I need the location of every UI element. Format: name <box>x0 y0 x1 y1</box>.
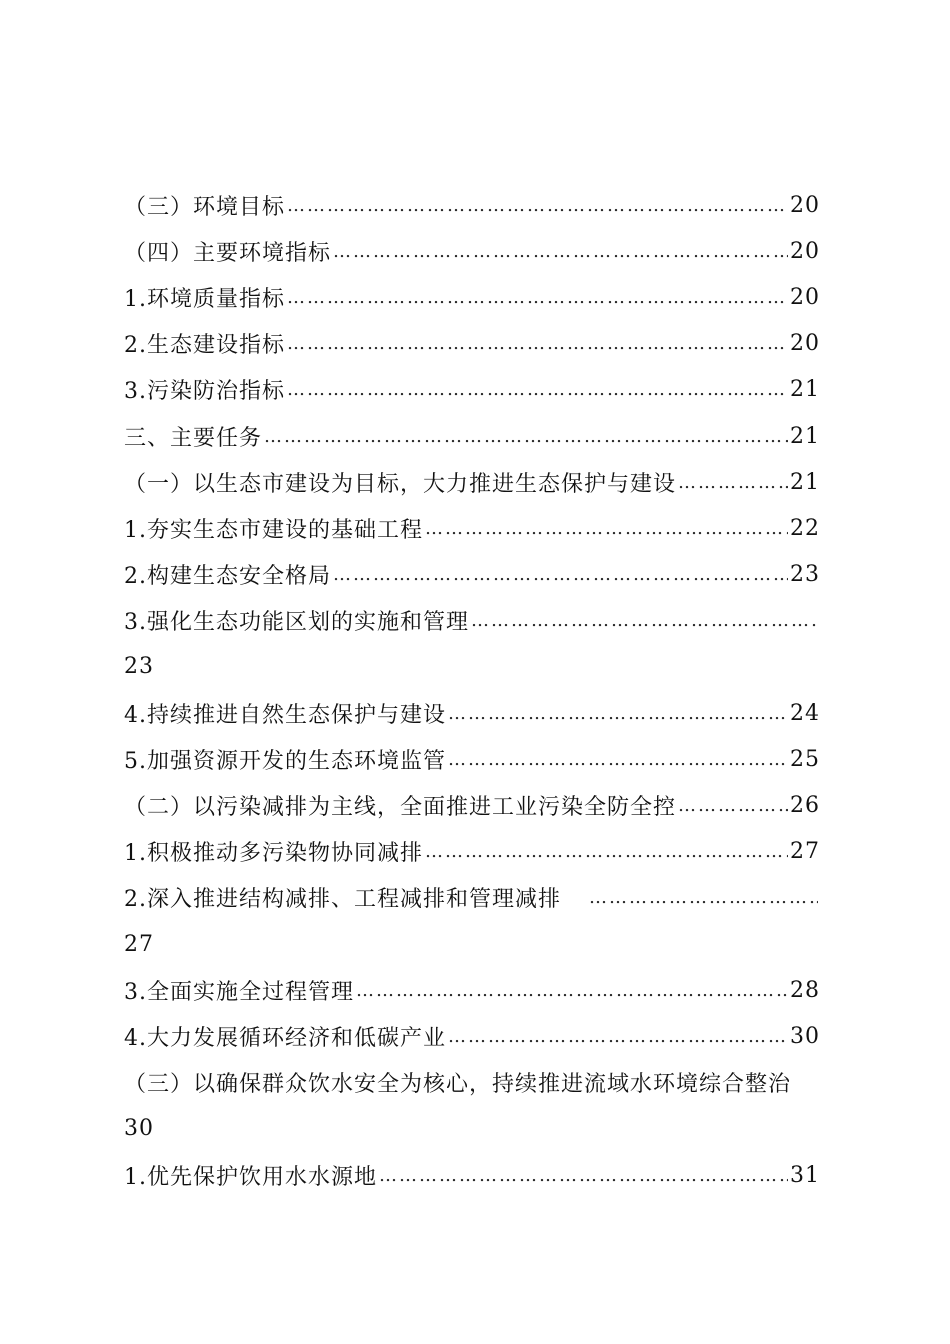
toc-entry[interactable] <box>124 829 820 875</box>
toc-entry-label: （三）以确保群众饮水安全为核心，持续推进流域水环境综合整治 <box>124 1072 792 1098</box>
toc-page-number: 21 <box>790 377 820 403</box>
toc-dot-leader <box>356 980 788 1001</box>
toc-page-number: 27 <box>790 839 820 865</box>
toc-entry-label: 2.生态建设指标 <box>124 333 285 359</box>
toc-entry-label: 5.加强资源开发的生态环境监管 <box>124 748 446 774</box>
toc-entry-label: （三）环境目标 <box>124 194 286 220</box>
toc-dot-leader <box>287 287 788 308</box>
toc-dot-leader <box>589 887 818 908</box>
toc-dot-leader <box>448 1026 788 1047</box>
toc-entry[interactable] <box>124 228 820 274</box>
toc-entry[interactable] <box>124 321 820 367</box>
toc-entry[interactable] <box>124 413 820 459</box>
toc-page-number: 23 <box>790 562 820 588</box>
toc-entry-label: 1.优先保护饮用水水源地 <box>124 1164 377 1190</box>
toc-page-number: 31 <box>790 1162 820 1188</box>
toc-entry[interactable] <box>124 552 820 598</box>
toc-dot-leader <box>678 795 788 816</box>
toc-page-number: 20 <box>790 192 820 218</box>
toc-entry-wrap <box>124 644 820 690</box>
toc-entry-label: （四）主要环境指标 <box>124 240 332 266</box>
toc-entry-label: 3.全面实施全过程管理 <box>124 979 354 1005</box>
toc-entry-wrap <box>124 921 820 967</box>
toc-entry[interactable] <box>124 875 820 921</box>
toc-page-number: 24 <box>790 700 820 726</box>
toc-dot-leader <box>287 379 788 400</box>
toc-page-number: 21 <box>790 423 820 449</box>
toc-page-number: 25 <box>790 746 820 772</box>
toc-entry[interactable] <box>124 1152 820 1198</box>
toc-entry[interactable] <box>124 736 820 782</box>
toc-entry-wrap <box>124 1106 820 1152</box>
toc-entry[interactable] <box>124 598 820 644</box>
toc-dot-leader <box>333 241 788 262</box>
toc-entry[interactable] <box>124 274 820 320</box>
toc-dot-leader <box>287 333 788 354</box>
toc-dot-leader <box>287 195 788 216</box>
toc-page-number: 28 <box>790 977 820 1003</box>
toc-entry-label: 1.积极推动多污染物协同减排 <box>124 841 423 867</box>
toc-entry[interactable] <box>124 505 820 551</box>
toc-page-number: 20 <box>790 331 820 357</box>
toc-dot-leader <box>333 564 788 585</box>
table-of-contents <box>124 182 820 1198</box>
toc-entry[interactable] <box>124 182 820 228</box>
toc-entry-label: 4.持续推进自然生态保护与建设 <box>124 702 446 728</box>
toc-entry[interactable] <box>124 1013 820 1059</box>
toc-entry[interactable] <box>124 367 820 413</box>
toc-dot-leader <box>678 472 788 493</box>
toc-entry-label: 2.构建生态安全格局 <box>124 564 331 590</box>
toc-entry[interactable] <box>124 690 820 736</box>
toc-dot-leader <box>448 703 788 724</box>
toc-page-number: 27 <box>124 931 154 957</box>
toc-dot-leader <box>379 1165 788 1186</box>
toc-entry[interactable] <box>124 459 820 505</box>
toc-page-number: 20 <box>790 284 820 310</box>
toc-entry-label: （二）以污染减排为主线，全面推进工业污染全防全控 <box>124 795 677 821</box>
toc-entry-label: 3.强化生态功能区划的实施和管理 <box>124 610 469 636</box>
toc-dot-leader <box>264 426 788 447</box>
toc-page-number: 30 <box>124 1116 154 1142</box>
toc-entry-label: 4.大力发展循环经济和低碳产业 <box>124 1025 446 1051</box>
toc-entry-label: （一）以生态市建设为目标，大力推进生态保护与建设 <box>124 471 677 497</box>
toc-entry-label: 三、主要任务 <box>124 425 263 451</box>
toc-page-number: 20 <box>790 238 820 264</box>
toc-entry-label: 3.污染防治指标 <box>124 379 285 405</box>
toc-page-number: 30 <box>790 1023 820 1049</box>
toc-page-number: 26 <box>790 793 820 819</box>
toc-dot-leader <box>448 749 788 770</box>
toc-page-number: 22 <box>790 515 820 541</box>
toc-entry[interactable] <box>124 1060 820 1106</box>
toc-page-number: 21 <box>790 469 820 495</box>
toc-entry[interactable] <box>124 782 820 828</box>
toc-dot-leader <box>425 518 788 539</box>
toc-entry-label: 1.夯实生态市建设的基础工程 <box>124 517 423 543</box>
toc-entry[interactable] <box>124 967 820 1013</box>
toc-dot-leader <box>471 610 818 631</box>
toc-entry-label: 2.深入推进结构减排、工程减排和管理减排 <box>124 887 561 913</box>
toc-entry-label: 1.环境质量指标 <box>124 286 285 312</box>
toc-dot-leader <box>425 841 788 862</box>
toc-page-number: 23 <box>124 654 154 680</box>
